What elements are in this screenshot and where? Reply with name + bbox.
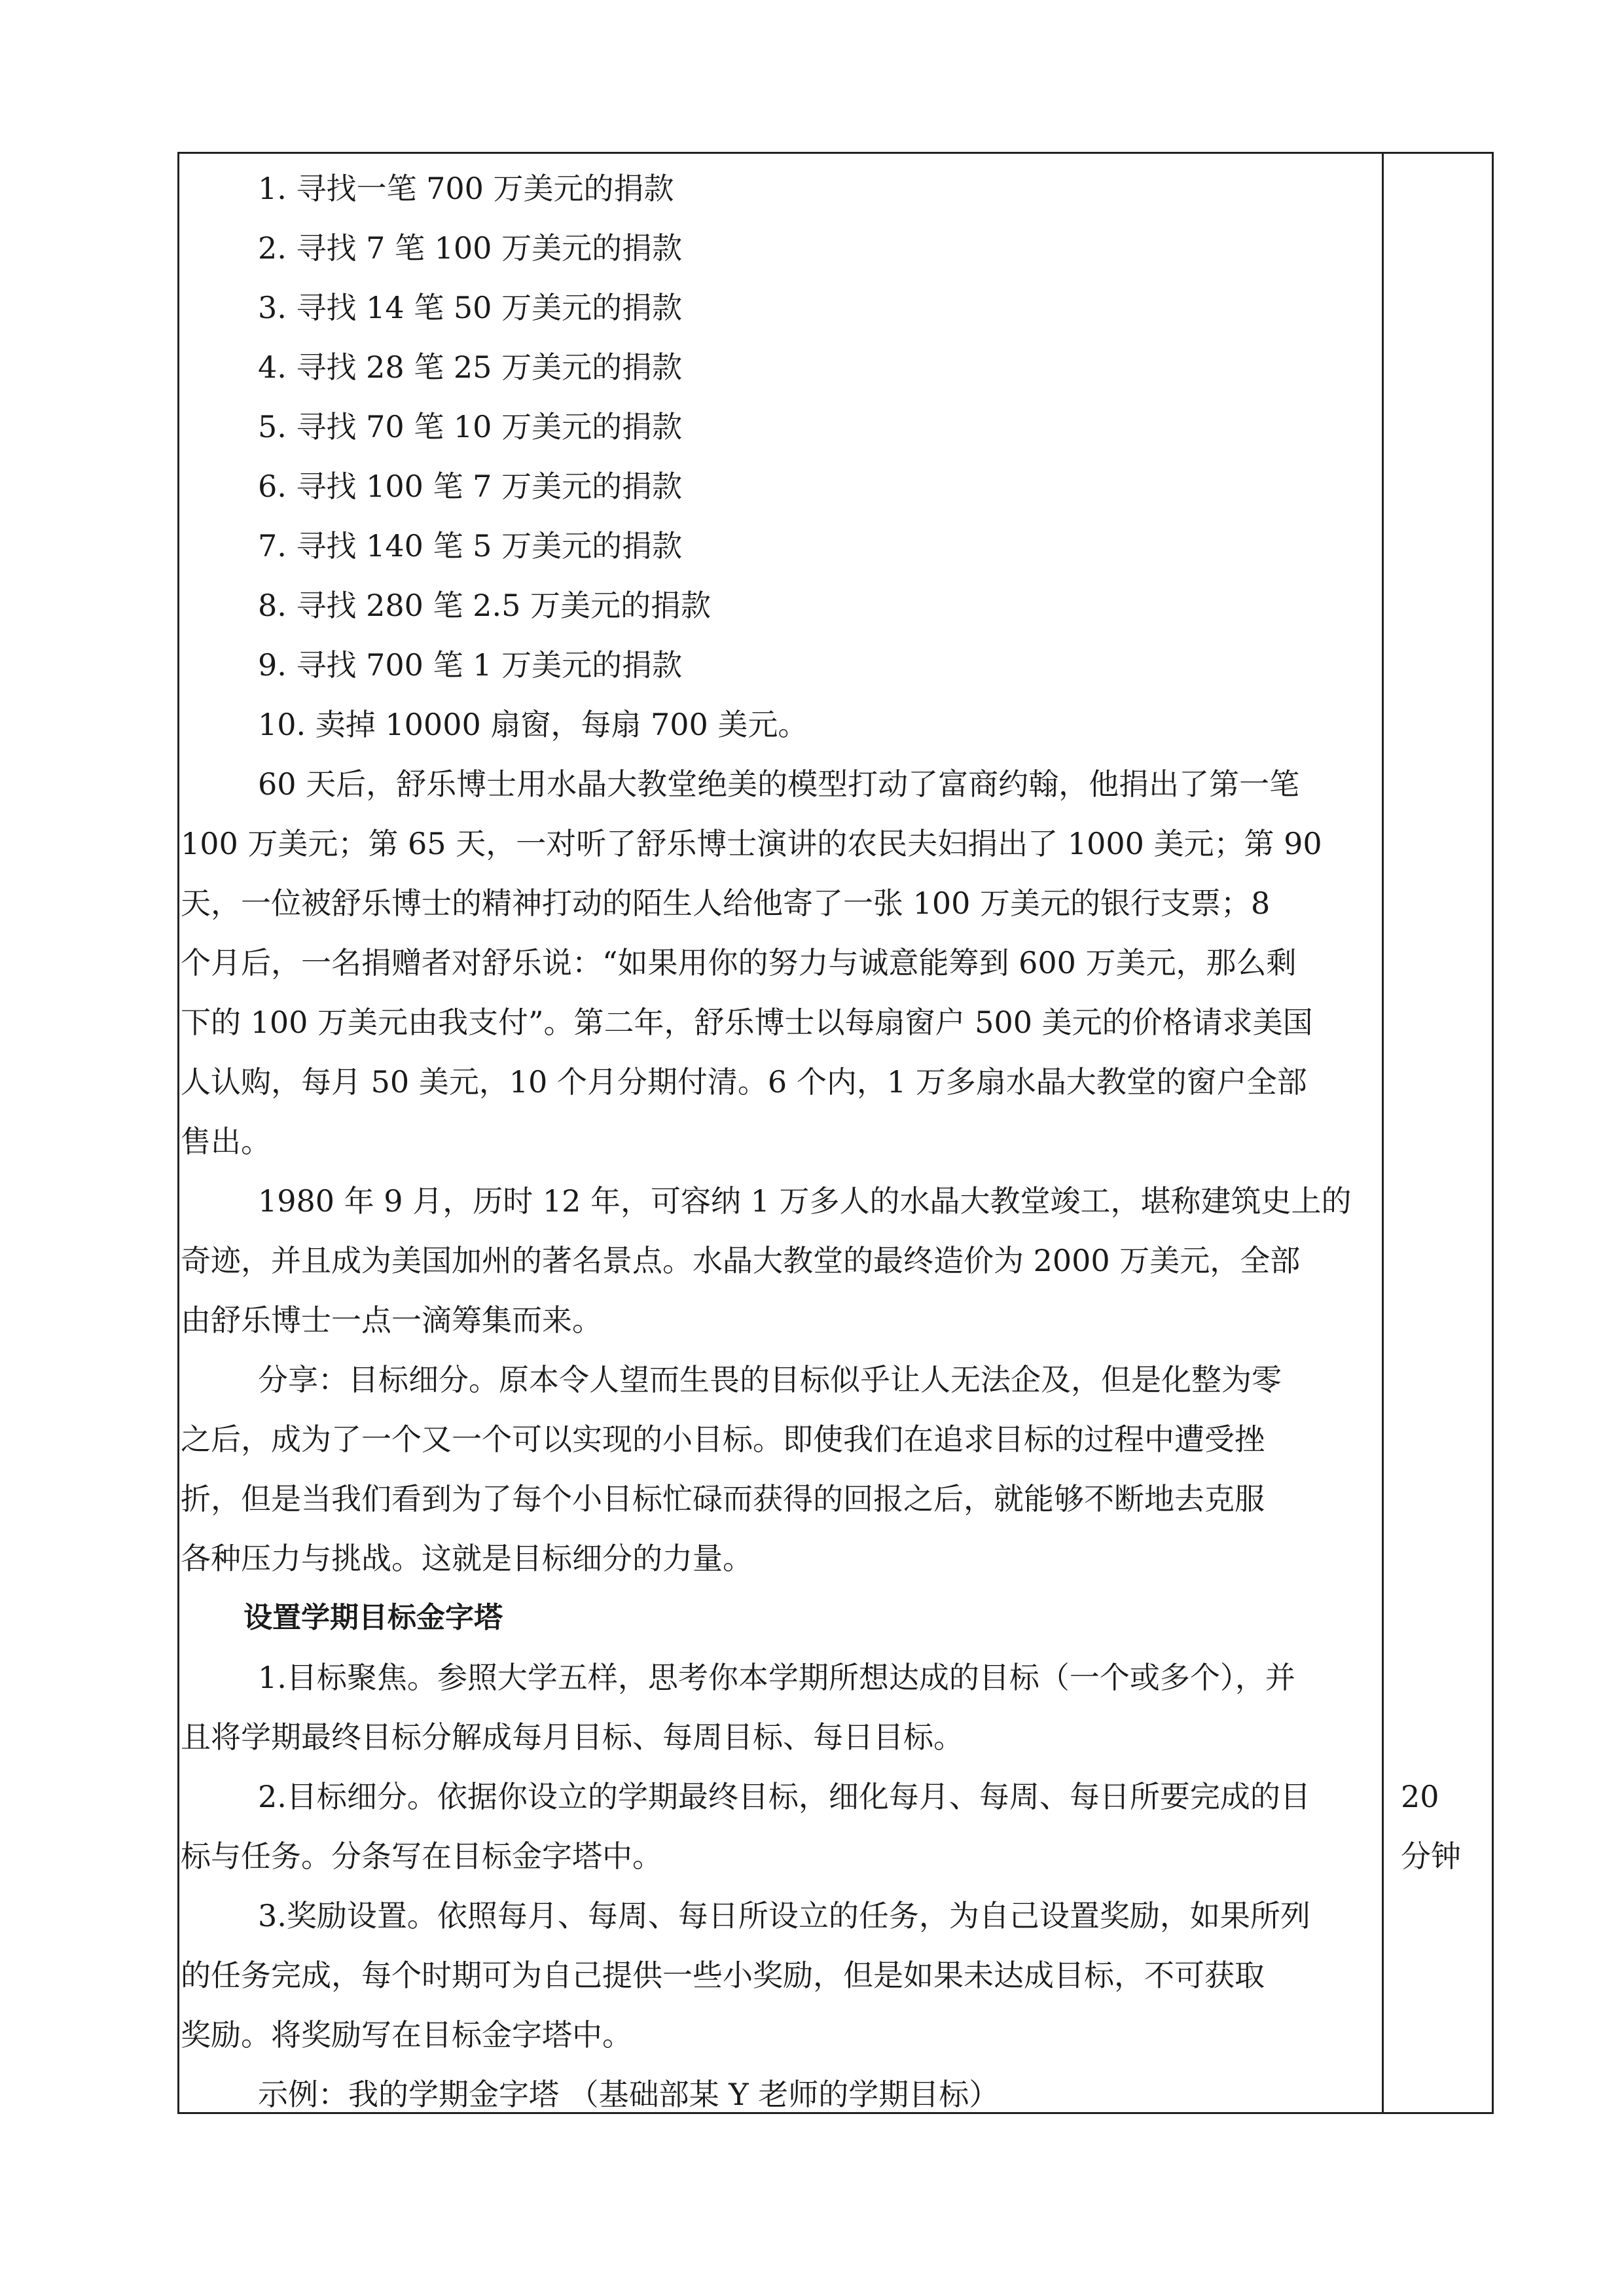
paragraph-line: 奇迹，并且成为美国加州的著名景点。水晶大教堂的最终造价为 2000 万美元，全部	[181, 1243, 1301, 1278]
list-item: 10. 卖掉 10000 扇窗，每扇 700 美元。	[258, 707, 808, 742]
duration-unit: 分钟	[1401, 1839, 1461, 1874]
step-line: 1.目标聚焦。参照大学五样，思考你本学期所想达成的目标（一个或多个），并	[258, 1660, 1295, 1695]
list-item: 8. 寻找 280 笔 2.5 万美元的捐款	[258, 588, 711, 623]
step-line: 且将学期最终目标分解成每月目标、每周目标、每日目标。	[181, 1719, 964, 1755]
step-line: 奖励。将奖励写在目标金字塔中。	[181, 2017, 632, 2053]
list-item: 9. 寻找 700 笔 1 万美元的捐款	[258, 647, 683, 683]
duration-number: 20	[1401, 1779, 1439, 1814]
list-item: 1. 寻找一笔 700 万美元的捐款	[258, 171, 674, 206]
list-item: 3. 寻找 14 笔 50 万美元的捐款	[258, 290, 683, 325]
list-item: 4. 寻找 28 笔 25 万美元的捐款	[258, 350, 683, 385]
step-line: 2.目标细分。依据你设立的学期最终目标，细化每月、每周、每日所要完成的目	[258, 1779, 1310, 1814]
paragraph-line: 售出。	[181, 1124, 271, 1159]
list-item: 7. 寻找 140 笔 5 万美元的捐款	[258, 528, 683, 564]
section-heading: 设置学期目标金字塔	[244, 1601, 503, 1634]
paragraph-line: 60 天后，舒乐博士用水晶大教堂绝美的模型打动了富商约翰，他捐出了第一笔	[258, 766, 1300, 802]
paragraph-line: 1980 年 9 月，历时 12 年，可容纳 1 万多人的水晶大教堂竣工，堪称建筑史上的	[258, 1183, 1352, 1219]
step-line: 的任务完成，每个时期可为自己提供一些小奖励，但是如果未达成目标，不可获取	[181, 1958, 1265, 1993]
list-item: 6. 寻找 100 笔 7 万美元的捐款	[258, 469, 683, 504]
paragraph-line: 个月后，一名捐赠者对舒乐说：“如果用你的努力与诚意能筹到 600 万美元，那么剩	[181, 945, 1297, 980]
paragraph-line: 天，一位被舒乐博士的精神打动的陌生人给他寄了一张 100 万美元的银行支票；8	[181, 886, 1271, 921]
paragraph-line: 之后，成为了一个又一个可以实现的小目标。即使我们在追求目标的过程中遭受挫	[181, 1422, 1265, 1457]
step-line: 3.奖励设置。依照每月、每周、每日所设立的任务，为自己设置奖励，如果所列	[258, 1898, 1310, 1933]
paragraph-line: 下的 100 万美元由我支付”。第二年，舒乐博士以每扇窗户 500 美元的价格请求美国	[181, 1005, 1313, 1040]
paragraph-line: 人认购，每月 50 美元，10 个月分期付清。6 个内，1 万多扇水晶大教堂的窗户全部	[181, 1064, 1307, 1100]
paragraph-line: 100 万美元；第 65 天，一对听了舒乐博士演讲的农民夫妇捐出了 1000 美元；第 90	[181, 826, 1322, 861]
list-item: 2. 寻找 7 笔 100 万美元的捐款	[258, 230, 683, 266]
example-line: 示例：我的学期金字塔 （基础部某 Y 老师的学期目标）	[258, 2077, 1000, 2112]
paragraph-line: 各种压力与挑战。这就是目标细分的力量。	[181, 1541, 753, 1576]
paragraph-line: 由舒乐博士一点一滴筹集而来。	[181, 1302, 602, 1338]
step-line: 标与任务。分条写在目标金字塔中。	[181, 1839, 662, 1874]
paragraph-line: 分享：目标细分。原本令人望而生畏的目标似乎让人无法企及，但是化整为零	[258, 1362, 1282, 1397]
paragraph-line: 折，但是当我们看到为了每个小目标忙碌而获得的回报之后，就能够不断地去克服	[181, 1481, 1265, 1516]
content-cell	[181, 152, 1380, 2114]
list-item: 5. 寻找 70 笔 10 万美元的捐款	[258, 409, 683, 444]
duration-cell	[1384, 152, 1494, 2114]
